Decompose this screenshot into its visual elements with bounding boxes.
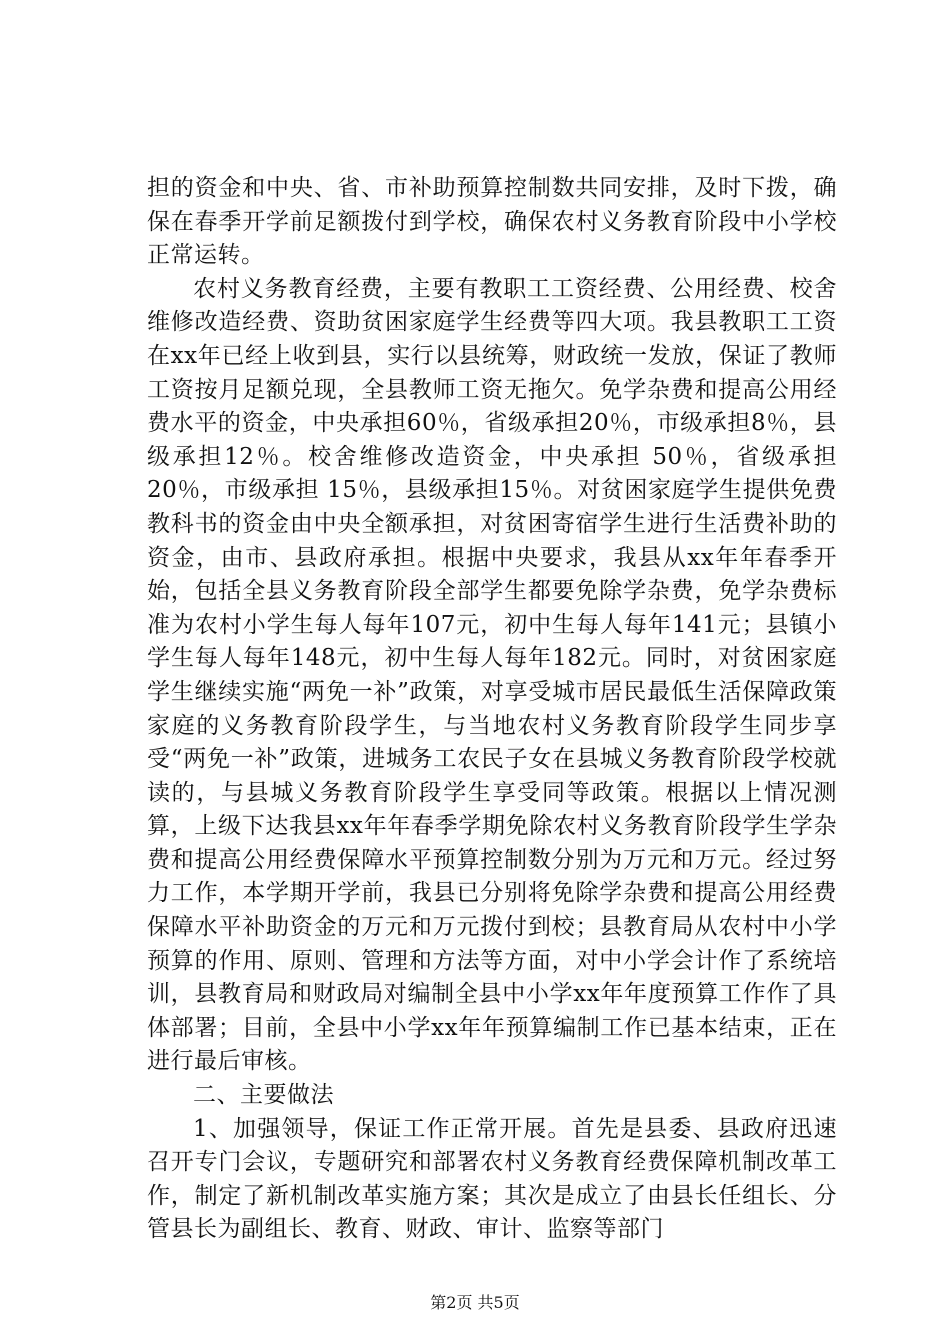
document-body [147, 172, 837, 1247]
paragraph-funding: 农村义务教育经费，主要有教职工工资经费、公用经费、校舍维修改造经费、资助贫困家庭学生经费等四大项。我县教职工工资在xx年已经上收到县，实行以县统筹，财政统一发放，保证了教师工资按月足额兑现，全县教师工资无拖欠。免学杂费和提高公用经费水平的资金，中央承担60％，省级承担20％，市级承担8％，县级承担12％。校舍维修改造资金，中央承担 50％，省级承担 20％，市级承担 15％，县级承担15％。对贫困家庭学生提供免费教科书的资金由中央全额承担，对贫困寄宿学生进行生活费补助的资金，由市、县政府承担。根据中央要求，我县从xx年年春季开始，包括全县义务教育阶段全部学生都要免除学杂费，免学杂费标准为农村小学生每人每年107元，初中生每人每年141元；县镇小学生每人每年148元，初中生每人每年182元。同时，对贫困家庭学生继续实施“两免一补”政策，对享受城市居民最低生活保障政策家庭的义务教育阶段学生，与当地农村义务教育阶段学生同步享受“两免一补”政策，进城务工农民子女在县城义务教育阶段学校就读的，与县城义务教育阶段学生享受同等政策。根据以上情况测算，上级下达我县xx年年春季学期免除农村义务教育阶段学生学杂费和提高公用经费保障水平预算控制数分别为万元和万元。经过努力工作，本学期开学前，我县已分别将免除学杂费和提高公用经费保障水平补助资金的万元和万元拨付到校；县教育局从农村中小学预算的作用、原则、管理和方法等方面，对中小学会计作了系统培训，县教育局和财政局对编制全县中小学xx年年度预算工作作了具体部署；目前，全县中小学xx年年预算编制工作已基本结束，正在进行最后审核。 [147, 275, 837, 1075]
paragraph-continuation: 担的资金和中央、省、市补助预算控制数共同安排，及时下拨，确保在春季开学前足额拨付到学校，确保农村义务教育阶段中小学校正常运转。 [147, 175, 837, 269]
paragraph-leadership: 1、加强领导，保证工作正常开展。首先是县委、县政府迅速召开专门会议，专题研究和部署农村义务教育经费保障机制改革工作，制定了新机制改革实施方案；其次是成立了由县长任组长、分管县长为副组长、教育、财政、审计、监察等部门 [147, 1115, 837, 1243]
section-heading-main-practices: 二、主要做法 [193, 1082, 334, 1109]
page-number-footer: 第2页 共5页 [430, 1293, 520, 1312]
